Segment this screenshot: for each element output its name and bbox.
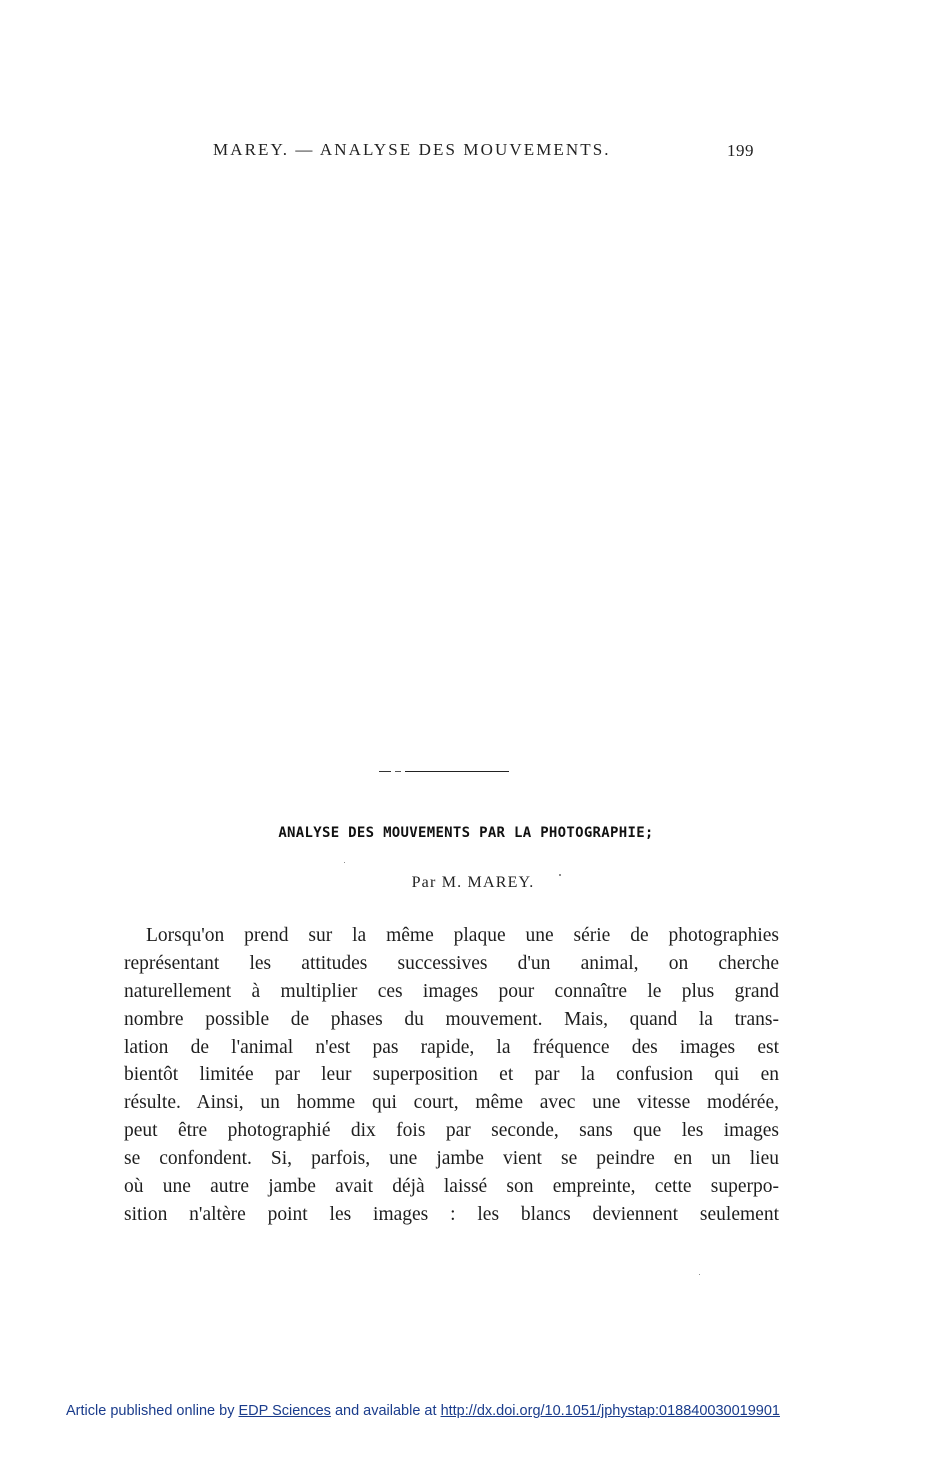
publisher-link[interactable]: EDP Sciences — [238, 1403, 331, 1419]
doi-link[interactable]: http://dx.doi.org/10.1051/jphystap:018840030019901 — [440, 1403, 780, 1419]
byline — [0, 874, 930, 892]
body-line: représentant les attitudes successives d'un animal, on cherche — [124, 952, 779, 974]
section-divider — [379, 771, 509, 773]
divider-line — [405, 771, 509, 772]
article-title-text: ANALYSE DES MOUVEMENTS PAR LA PHOTOGRAPHIE; — [278, 825, 654, 841]
publication-footer — [66, 1403, 866, 1419]
print-speck — [699, 1274, 700, 1275]
page-number: 199 — [727, 141, 754, 160]
divider-dash — [395, 771, 401, 772]
body-line: se confondent. Si, parfois, une jambe vient se peindre en un lieu — [124, 1148, 779, 1170]
body-line: lation de l'animal n'est pas rapide, la fréquence des images est — [124, 1036, 779, 1058]
running-title: MAREY. — ANALYSE DES MOUVEMENTS. — [213, 140, 611, 159]
body-line: naturellement à multiplier ces images pour connaître le plus grand — [124, 980, 779, 1002]
article-title — [0, 825, 930, 841]
footer-middle: and available at — [330, 1403, 441, 1419]
print-speck — [344, 862, 345, 863]
article-body — [124, 922, 779, 1229]
body-line: Lorsqu'on prend sur la même plaque une série de photographies — [146, 925, 779, 946]
byline-text: Par M. MAREY. — [411, 874, 535, 891]
body-line: sition n'altère point les images : les blancs deviennent seulement — [124, 1203, 779, 1225]
running-head — [0, 140, 930, 164]
body-line: résulte. Ainsi, un homme qui court, même avec une vitesse modérée, — [124, 1092, 779, 1114]
print-speck — [559, 874, 561, 876]
body-line: peut être photographié dix fois par seconde, sans que les images — [124, 1120, 779, 1142]
body-line: nombre possible de phases du mouvement. Mais, quand la trans- — [124, 1008, 779, 1030]
divider-dash — [379, 771, 391, 772]
body-line: bientôt limitée par leur superposition et par la confusion qui en — [124, 1064, 779, 1086]
footer-prefix: Article published online by — [66, 1403, 239, 1419]
body-line: où une autre jambe avait déjà laissé son empreinte, cette superpo- — [124, 1176, 779, 1198]
